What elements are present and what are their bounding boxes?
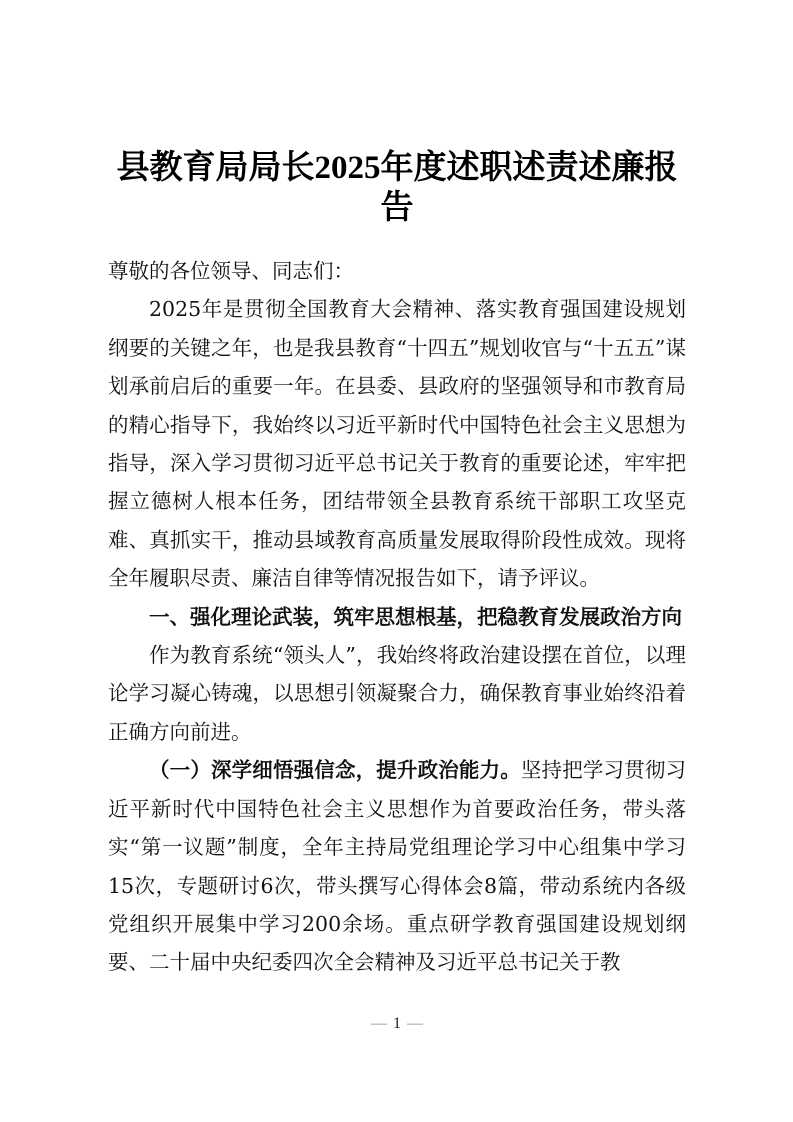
page-number-dash-right: — bbox=[407, 1014, 423, 1032]
subsection-1-paragraph bbox=[108, 751, 686, 981]
subsection-1-heading: （一）深学细悟强信念，提升政治能力。 bbox=[149, 758, 521, 783]
section-1-paragraph: 作为教育系统“领头人”，我始终将政治建设摆在首位，以理论学习凝心铸魂，以思想引领凝聚合力，确保教育事业始终沿着正确方向前进。 bbox=[108, 643, 686, 744]
page-number-footer bbox=[108, 1012, 686, 1036]
section-1-heading: 一、强化理论武装，筑牢思想根基，把稳教育发展政治方向 bbox=[149, 604, 682, 629]
document-body bbox=[108, 252, 686, 982]
salutation: 尊敬的各位领导、同志们： bbox=[108, 259, 354, 283]
page-number: 1 bbox=[393, 1014, 401, 1032]
subsection-1-text: 坚持把学习贯彻习近平新时代中国特色社会主义思想作为首要政治任务，带头落实“第一议题”制度，全年主持局党组理论学习中心组集中学习15次，专题研讨6次，带头撰写心得体会8篇，带动系统内各级党组织开展集中学习200余场。重点研学教育强国建设规划纲要、二十届中央纪委四次全会精神及习近平总书记关于教 bbox=[108, 758, 687, 975]
document-title: 县教育局局长2025年度述职述责述廉报告 bbox=[116, 150, 678, 226]
page-number-dash-left: — bbox=[371, 1014, 387, 1032]
intro-paragraph: 2025年是贯彻全国教育大会精神、落实教育强国建设规划纲要的关键之年，也是我县教育“十四五”规划收官与“十五五”谋划承前启后的重要一年。在县委、县政府的坚强领导和市教育局的精心指导下，我始终以习近平新时代中国特色社会主义思想为指导，深入学习贯彻习近平总书记关于教育的重要论述，牢牢把握立德树人根本任务，团结带领全县教育系统干部职工攻坚克难、真抓实干，推动县域教育高质量发展取得阶段性成效。现将全年履职尽责、廉洁自律等情况报告如下，请予评议。 bbox=[108, 297, 686, 591]
